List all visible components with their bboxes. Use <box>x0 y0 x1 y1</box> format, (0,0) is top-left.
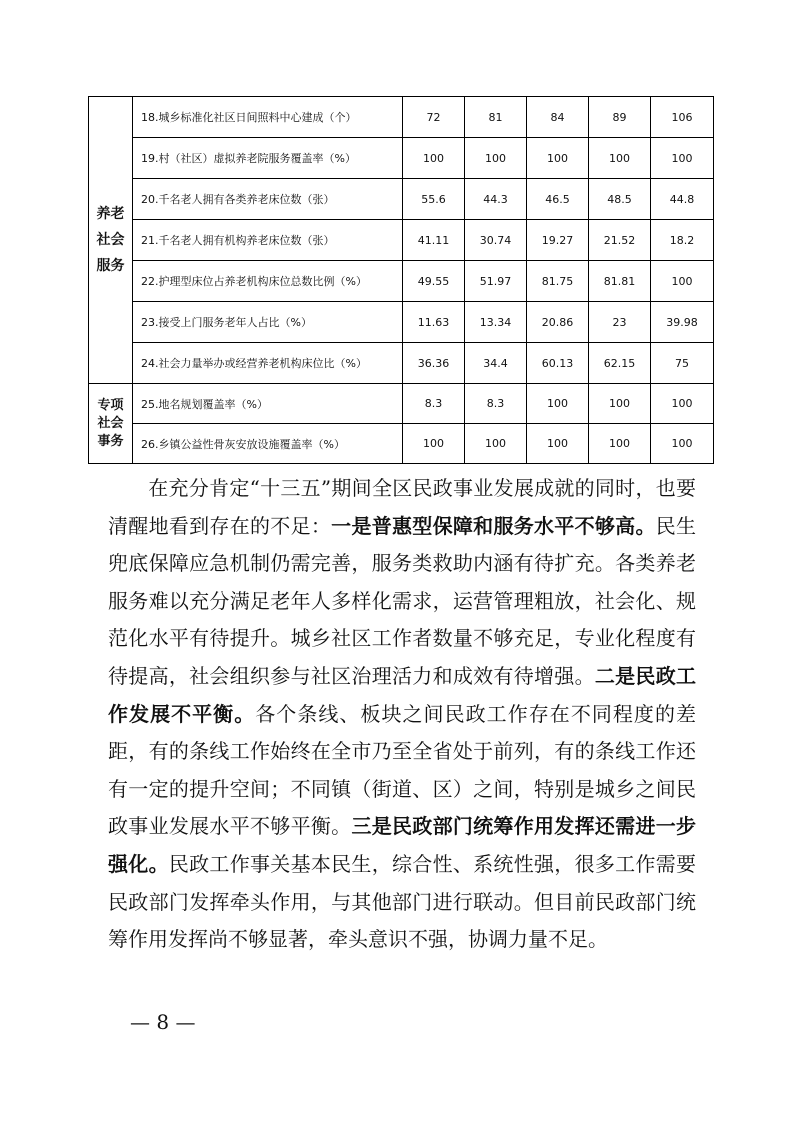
table-row <box>89 384 714 424</box>
indicator-name-cell: 20.千名老人拥有各类养老床位数（张） <box>133 179 403 220</box>
value-cell: 100 <box>465 424 527 464</box>
indicator-name-cell: 21.千名老人拥有机构养老床位数（张） <box>133 220 403 261</box>
indicator-name-cell: 22.护理型床位占养老机构床位总数比例（%） <box>133 261 403 302</box>
value-cell: 81 <box>465 97 527 138</box>
value-cell: 100 <box>527 424 589 464</box>
indicator-name-cell: 18.城乡标准化社区日间照料中心建成（个） <box>133 97 403 138</box>
shortcomings-paragraph <box>108 470 696 959</box>
table-row <box>89 138 714 179</box>
value-cell: 100 <box>527 138 589 179</box>
value-cell: 62.15 <box>589 343 651 384</box>
indicator-name-cell: 26.乡镇公益性骨灰安放设施覆盖率（%） <box>133 424 403 464</box>
value-cell: 44.3 <box>465 179 527 220</box>
value-cell: 72 <box>403 97 465 138</box>
table-row <box>89 424 714 464</box>
value-cell: 100 <box>403 424 465 464</box>
value-cell: 75 <box>651 343 714 384</box>
value-cell: 8.3 <box>465 384 527 424</box>
value-cell: 39.98 <box>651 302 714 343</box>
text-segment: 民政工作事关基本民生，综合性、系统性强，很多工作需要民政部门发挥牵头作用，与其他部门进行联动。但目前民政部门统筹作用发挥尚不够显著，牵头意识不强，协调力量不足。 <box>108 851 697 952</box>
table-row <box>89 302 714 343</box>
value-cell: 60.13 <box>527 343 589 384</box>
indicator-name-cell: 24.社会力量举办或经营养老机构床位比（%） <box>133 343 403 384</box>
value-cell: 89 <box>589 97 651 138</box>
value-cell: 100 <box>651 138 714 179</box>
table-row <box>89 97 714 138</box>
value-cell: 51.97 <box>465 261 527 302</box>
value-cell: 23 <box>589 302 651 343</box>
value-cell: 46.5 <box>527 179 589 220</box>
value-cell: 13.34 <box>465 302 527 343</box>
value-cell: 84 <box>527 97 589 138</box>
value-cell: 100 <box>651 424 714 464</box>
value-cell: 100 <box>403 138 465 179</box>
value-cell: 34.4 <box>465 343 527 384</box>
value-cell: 81.75 <box>527 261 589 302</box>
value-cell: 106 <box>651 97 714 138</box>
value-cell: 44.8 <box>651 179 714 220</box>
text-segment: 在充分肯定“十三五”期间全区民政事业发展成就的同时，也要清醒地看到存在的不足： <box>108 476 696 538</box>
value-cell: 100 <box>527 384 589 424</box>
bold-heading-segment: 一是普惠型保障和服务水平不够高。 <box>331 513 656 538</box>
value-cell: 36.36 <box>403 343 465 384</box>
text-segment: 各个条线、板块之间民政工作存在不同程度的差距，有的条线工作始终在全市乃至全省处于前列，有的条线工作还有一定的提升空间；不同镇（街道、区）之间，特别是城乡之间民政事业发展水平不够平衡。 <box>108 701 697 839</box>
value-cell: 100 <box>651 261 714 302</box>
table-row <box>89 261 714 302</box>
value-cell: 55.6 <box>403 179 465 220</box>
bold-heading-segment: 三是民政部门统筹作用发挥还需进一步强化。 <box>108 814 697 876</box>
value-cell: 11.63 <box>403 302 465 343</box>
value-cell: 18.2 <box>651 220 714 261</box>
table-row <box>89 220 714 261</box>
value-cell: 30.74 <box>465 220 527 261</box>
indicator-table-body <box>89 97 714 464</box>
value-cell: 100 <box>465 138 527 179</box>
table-row <box>89 343 714 384</box>
value-cell: 21.52 <box>589 220 651 261</box>
value-cell: 20.86 <box>527 302 589 343</box>
value-cell: 100 <box>589 384 651 424</box>
category-cell: 专项 社会 事务 <box>89 384 133 464</box>
value-cell: 19.27 <box>527 220 589 261</box>
category-cell: 养老 社会 服务 <box>89 97 133 384</box>
indicator-table <box>88 96 714 464</box>
value-cell: 100 <box>589 138 651 179</box>
value-cell: 48.5 <box>589 179 651 220</box>
text-segment: 民生兜底保障应急机制仍需完善，服务类救助内涵有待扩充。各类养老服务难以充分满足老年人多样化需求，运营管理粗放，社会化、规范化水平有待提升。城乡社区工作者数量不够充足，专业化程度有待提高，社会组织参与社区治理活力和成效有待增强。 <box>108 513 697 688</box>
value-cell: 100 <box>651 384 714 424</box>
value-cell: 8.3 <box>403 384 465 424</box>
indicator-name-cell: 19.村（社区）虚拟养老院服务覆盖率（%） <box>133 138 403 179</box>
indicator-name-cell: 25.地名规划覆盖率（%） <box>133 384 403 424</box>
indicator-name-cell: 23.接受上门服务老年人占比（%） <box>133 302 403 343</box>
table-row <box>89 179 714 220</box>
bold-heading-segment: 二是民政工作发展不平衡。 <box>108 663 697 726</box>
page-number: — 8 — <box>130 1010 196 1034</box>
value-cell: 41.11 <box>403 220 465 261</box>
value-cell: 49.55 <box>403 261 465 302</box>
value-cell: 100 <box>589 424 651 464</box>
value-cell: 81.81 <box>589 261 651 302</box>
